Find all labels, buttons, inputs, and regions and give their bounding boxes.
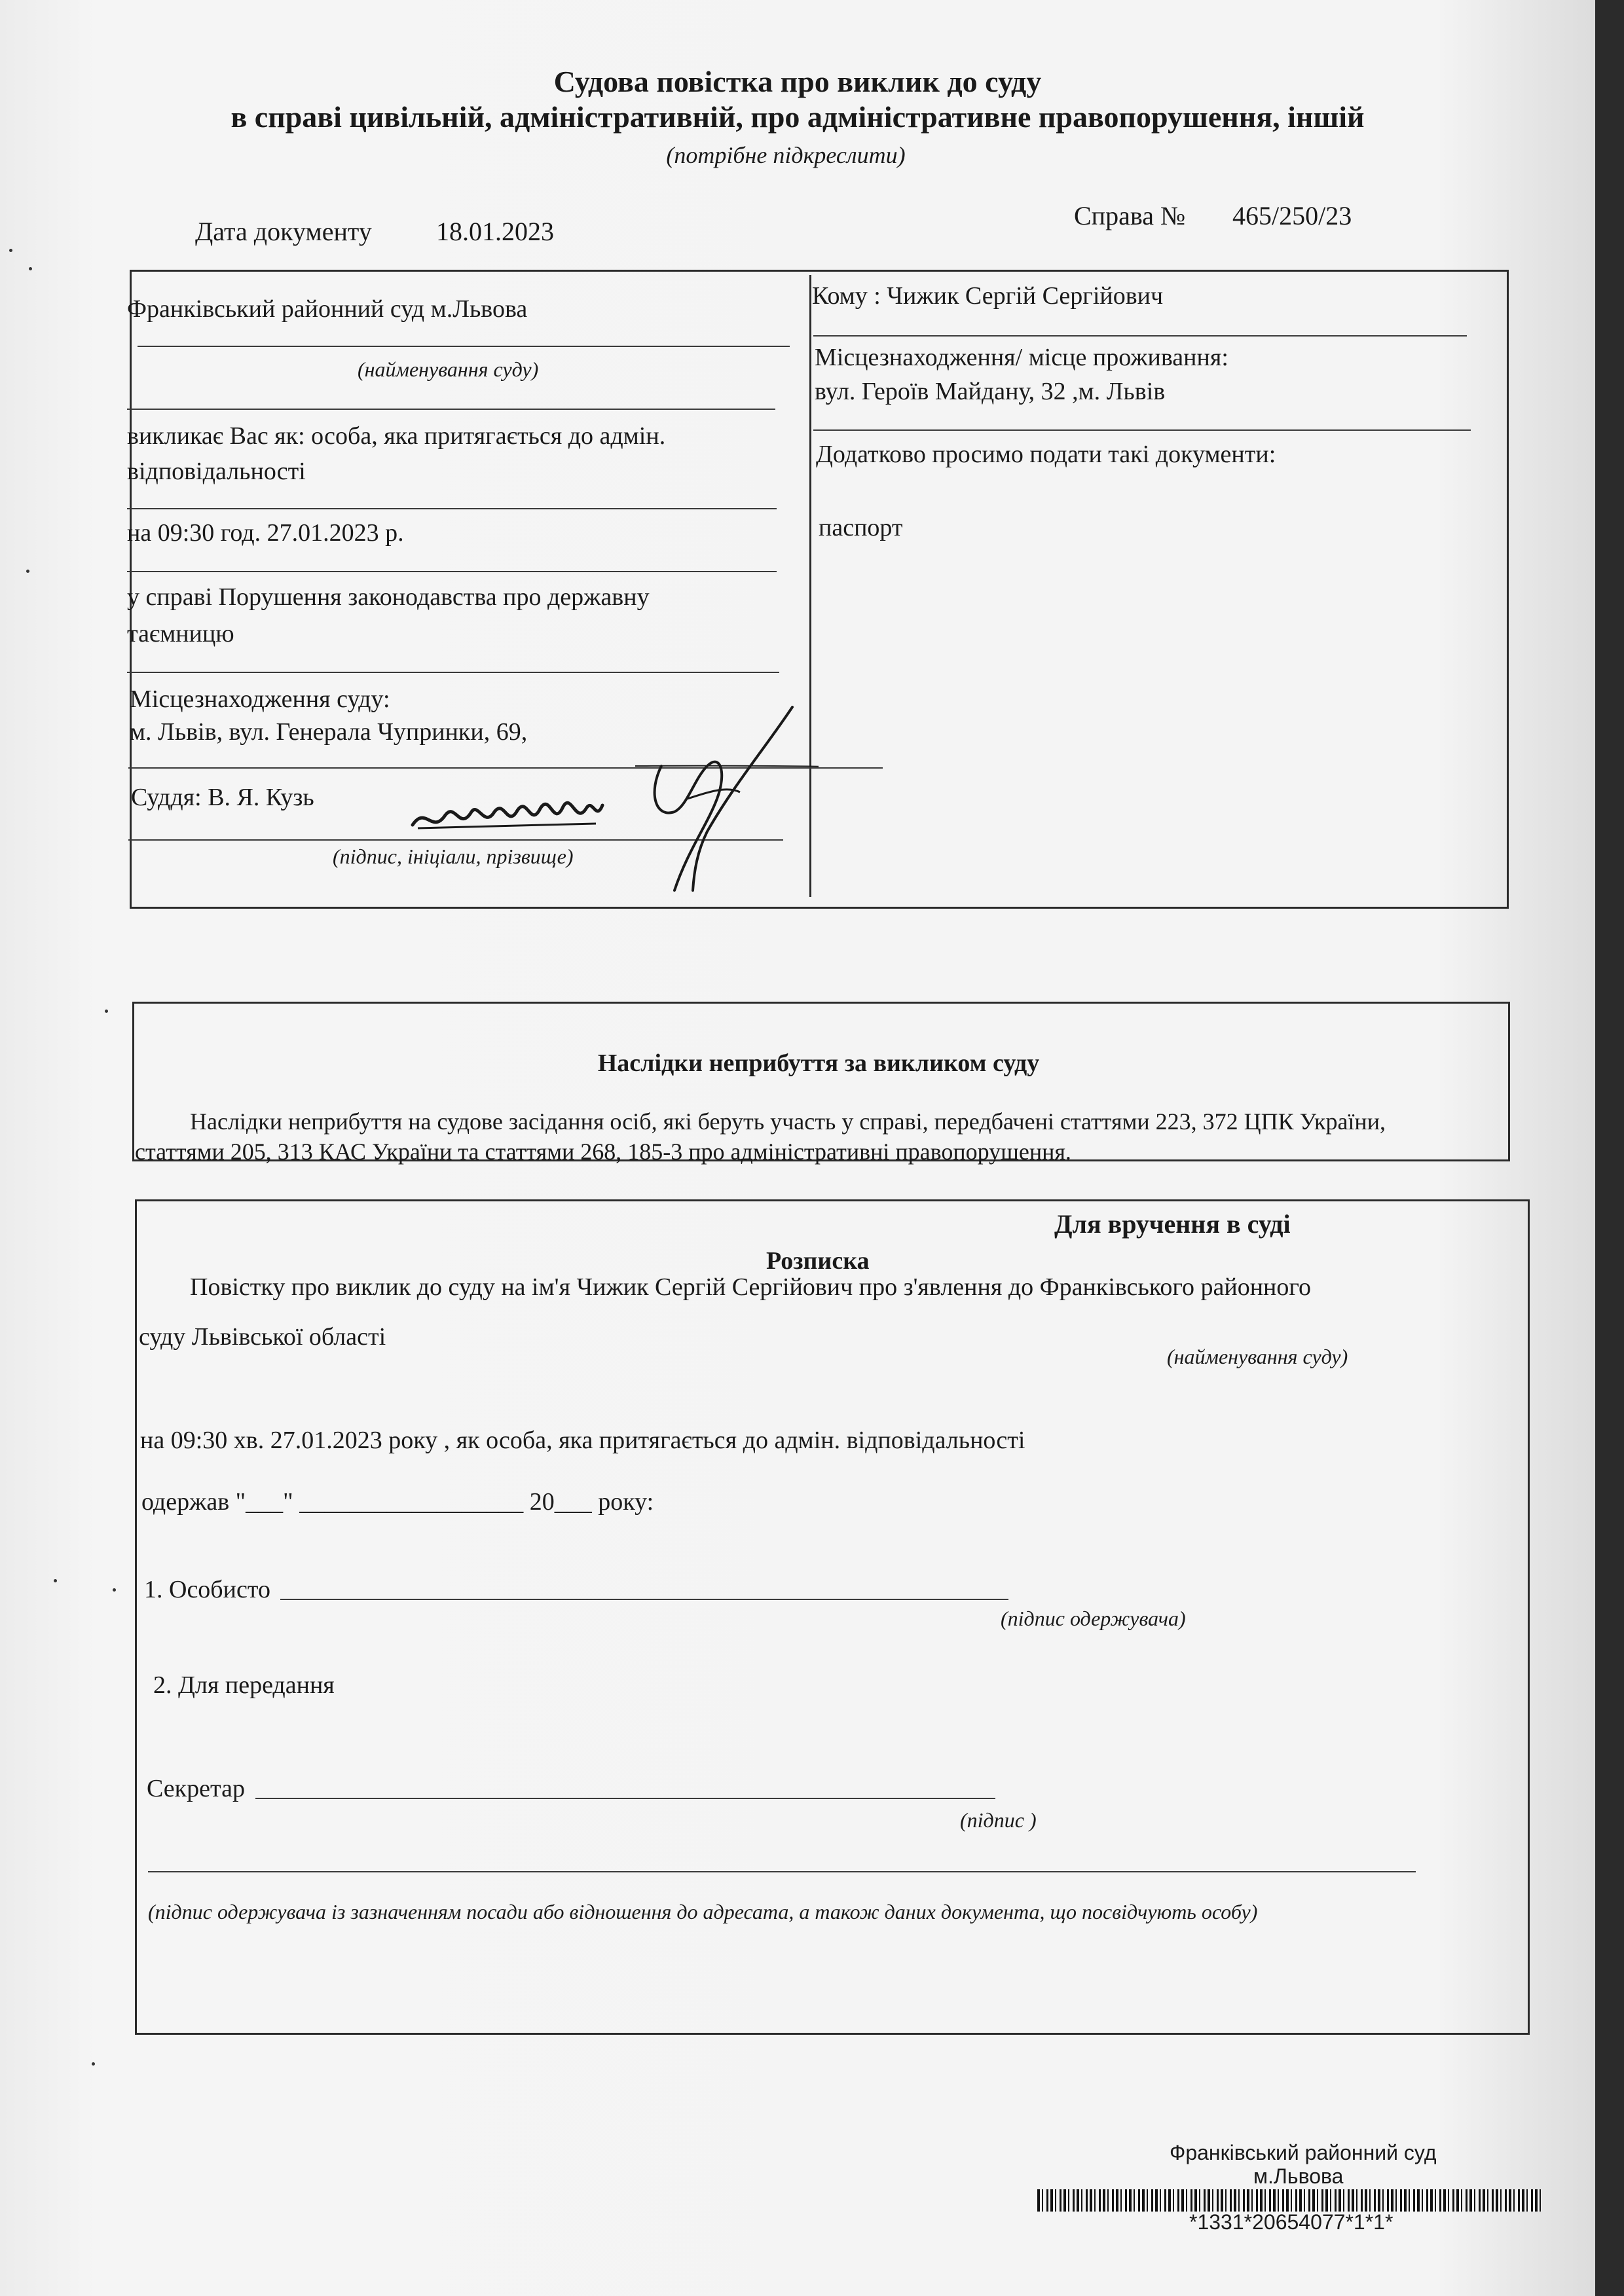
consequences-line1: Наслідки неприбуття на судове засідання осіб, які беруть участь у справі, передбачені статтями 223, 372 ЦПК України, [190, 1108, 1386, 1135]
docs-value: паспорт [819, 514, 903, 541]
divider-line [127, 508, 777, 509]
case-number: 465/250/23 [1232, 201, 1352, 230]
role-text-cont: відповідальності [127, 458, 306, 485]
scan-speck [105, 1010, 108, 1013]
scan-speck [9, 249, 12, 252]
scan-speck [92, 2062, 95, 2066]
case-subject: у справі Порушення законодавства про державну [127, 583, 650, 611]
secretary-signature-line [255, 1798, 995, 1799]
recipient-name: Кому : Чижик Сергій Сергійович [812, 282, 1164, 310]
court-location-label: Місцезнаходження суду: [130, 685, 390, 713]
received-date: одержав "___" __________________ 20___ року: [141, 1488, 654, 1516]
date-value: 18.01.2023 [436, 217, 554, 246]
footer-court-line2: м.Львова [1253, 2164, 1344, 2188]
divider-line [813, 335, 1467, 337]
receipt-hearing: на 09:30 хв. 27.01.2023 року , як особа, яка притягається до адмін. відповідальності [140, 1427, 1025, 1454]
divider-line [813, 429, 1471, 431]
consequences-line2: статтями 205, 313 КАС України та статтями 268, 185-3 про адміністративні правопорушення. [135, 1139, 1071, 1165]
divider-line [127, 672, 779, 673]
address-value: вул. Героїв Майдану, 32 ,м. Львів [815, 378, 1166, 405]
divider-line [127, 571, 777, 572]
footer-court-line1: Франківський районний суд [1170, 2141, 1437, 2164]
receipt-title: Розписка [766, 1247, 870, 1275]
court-name: Франківський районний суд м.Львова [127, 295, 528, 323]
judge-name: Суддя: В. Я. Кузь [131, 784, 314, 811]
title-line2: в справі цивільній, адміністративній, про адміністративне правопорушення, іншій [231, 100, 1365, 134]
secretary-caption: (підпис ) [960, 1808, 1037, 1832]
judge-caption: (підпис, ініціали, прізвище) [333, 845, 574, 868]
address-label: Місцезнаходження/ місце проживання: [815, 344, 1228, 371]
consequences-title: Наслідки неприбуття за викликом суду [597, 1049, 1040, 1077]
title-note: (потрібне підкреслити) [666, 142, 906, 168]
personally-signature-line [280, 1599, 1008, 1600]
personally-caption: (підпис одержувача) [1001, 1607, 1186, 1630]
title-line1: Судова повістка про виклик до суду [553, 65, 1042, 98]
receipt-court-caption: (найменування суду) [1167, 1345, 1348, 1368]
scan-speck [29, 267, 32, 270]
scan-speck [54, 1579, 57, 1582]
scan-speck [113, 1588, 116, 1592]
scan-edge [1595, 0, 1624, 2296]
receipt-line2: суду Львівської області [139, 1323, 386, 1351]
case-subject-cont: таємницю [127, 620, 234, 647]
court-name-line [138, 346, 790, 347]
receipt-line1: Повістку про виклик до суду на ім'я Чижик Сергій Сергійович про з'явлення до Франківського районного [190, 1273, 1312, 1301]
barcode [1037, 2189, 1541, 2212]
judge-signature [399, 694, 819, 903]
recipient-caption: (підпис одержувача із зазначенням посади або відношення до адресата, а також даних документа, що посвідчують особу) [148, 1900, 1258, 1923]
recipient-signature-line [148, 1871, 1416, 1872]
court-location-value: м. Львів, вул. Генерала Чупринки, 69, [130, 718, 528, 746]
secretary-label: Секретар [147, 1775, 245, 1802]
date-label: Дата документу [195, 217, 372, 246]
role-text: викликає Вас як: особа, яка притягається до адмін. [127, 422, 666, 450]
for-transfer-label: 2. Для передання [153, 1671, 335, 1699]
case-label: Справа № [1074, 201, 1186, 230]
divider-line [127, 409, 775, 410]
court-caption: (найменування суду) [358, 357, 539, 381]
for-court-label: Для вручення в суді [1054, 1209, 1291, 1239]
barcode-text: *1331*20654077*1*1* [1189, 2210, 1393, 2234]
scan-speck [26, 570, 29, 573]
personally-label: 1. Особисто [144, 1576, 270, 1603]
hearing-time: на 09:30 год. 27.01.2023 р. [127, 519, 404, 547]
docs-label: Додатково просимо подати такі документи: [816, 441, 1276, 468]
